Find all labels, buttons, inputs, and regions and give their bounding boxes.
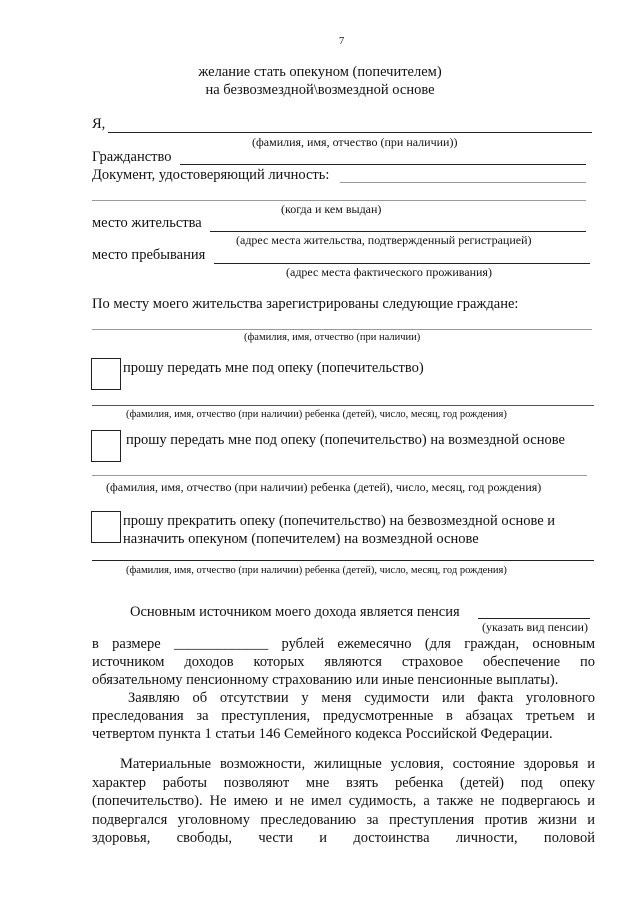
capabilities-paragraph bbox=[92, 755, 595, 848]
declaration-paragraph bbox=[92, 689, 595, 743]
declaration-line-2: преследования за преступления, предусмотренные в абзацах третьем и bbox=[92, 708, 595, 724]
option-1-text: прошу передать мне под опеку (попечительство) bbox=[123, 360, 424, 376]
option-1-input-line[interactable] bbox=[92, 405, 594, 406]
option-3-hint: (фамилия, имя, отчество (при наличии) ребенка (детей), число, месяц, год рождения) bbox=[126, 565, 507, 576]
income-line-3: обязательному пенсионному страхованию или иные пенсионные выплаты). bbox=[92, 672, 559, 688]
option-1-checkbox[interactable] bbox=[91, 358, 121, 390]
declaration-line-1: Заявляю об отсутствии у меня судимости или факта уголовного bbox=[128, 690, 595, 706]
registered-text: По месту моего жительства зарегистрированы следующие граждане: bbox=[92, 296, 519, 312]
document-label: Документ, удостоверяющий личность: bbox=[92, 167, 330, 183]
capabilities-line-4: подвергался уголовному преследованию за преступления против жизни и bbox=[92, 811, 595, 828]
option-3-input-line[interactable] bbox=[92, 560, 594, 561]
income-line-1: в размере _____________ рублей ежемесячно (для граждан, основным bbox=[92, 636, 595, 652]
option-3-text-line-2: назначить опекуном (попечителем) на возмездной основе bbox=[123, 531, 479, 547]
document-input-line[interactable] bbox=[340, 182, 586, 183]
income-line-2: источником доходов которых являются страховое обеспечение по bbox=[92, 654, 595, 670]
income-text: Основным источником моего дохода является пенсия bbox=[130, 604, 460, 620]
stay-input-line[interactable] bbox=[214, 263, 590, 264]
option-2-checkbox[interactable] bbox=[91, 430, 121, 462]
registered-hint: (фамилия, имя, отчество (при наличии) bbox=[244, 332, 421, 343]
capabilities-line-5: здоровья, свободы, чести и достоинства личности, половой bbox=[92, 830, 595, 846]
citizenship-input-line[interactable] bbox=[180, 164, 586, 165]
registered-input-line[interactable] bbox=[92, 329, 592, 330]
capabilities-line-1: Материальные возможности, жилищные условия, состояние здоровья и bbox=[120, 756, 595, 772]
declaration-line-3: четвертом пункта 1 статьи 146 Семейного кодекса Российской Федерации. bbox=[92, 726, 553, 742]
fio-hint: (фамилия, имя, отчество (при наличии)) bbox=[252, 135, 458, 149]
i-label: Я, bbox=[92, 116, 106, 132]
income-paragraph bbox=[92, 635, 595, 689]
residence-input-line[interactable] bbox=[210, 231, 586, 232]
residence-label: место жительства bbox=[92, 215, 202, 231]
stay-label: место пребывания bbox=[92, 247, 206, 263]
document-input-line-2[interactable] bbox=[92, 200, 586, 201]
pension-type-input-line[interactable] bbox=[478, 618, 590, 619]
fio-input-line[interactable] bbox=[108, 132, 592, 133]
capabilities-line-3: (попечительство). Не имею и не имел судимость, а также не подвергаюсь и bbox=[92, 793, 595, 809]
heading-line-2: на безвозмездной\возмездной основе bbox=[205, 82, 435, 98]
option-2-hint: (фамилия, имя, отчество (при наличии) ребенка (детей), число, месяц, год рождения) bbox=[106, 480, 542, 494]
stay-hint: (адрес места фактического проживания) bbox=[286, 265, 492, 279]
page-number: 7 bbox=[339, 36, 345, 47]
option-3-text-line-1: прошу прекратить опеку (попечительство) на безвозмездной основе и bbox=[123, 513, 556, 529]
option-3-checkbox[interactable] bbox=[91, 511, 121, 543]
citizenship-label: Гражданство bbox=[92, 149, 172, 165]
capabilities-line-2: характер работы позволяют мне взять ребенка (детей) под опеку bbox=[92, 774, 595, 791]
option-2-text: прошу передать мне под опеку (попечительство) на возмездной основе bbox=[126, 432, 565, 448]
option-2-input-line[interactable] bbox=[92, 475, 587, 476]
heading-line-1: желание стать опекуном (попечителем) bbox=[198, 64, 442, 80]
residence-hint: (адрес места жительства, подтвержденный регистрацией) bbox=[236, 233, 532, 247]
option-1-hint: (фамилия, имя, отчество (при наличии) ребенка (детей), число, месяц, год рождения) bbox=[126, 409, 507, 420]
issued-hint: (когда и кем выдан) bbox=[281, 202, 382, 216]
pension-type-hint: (указать вид пенсии) bbox=[482, 620, 588, 634]
